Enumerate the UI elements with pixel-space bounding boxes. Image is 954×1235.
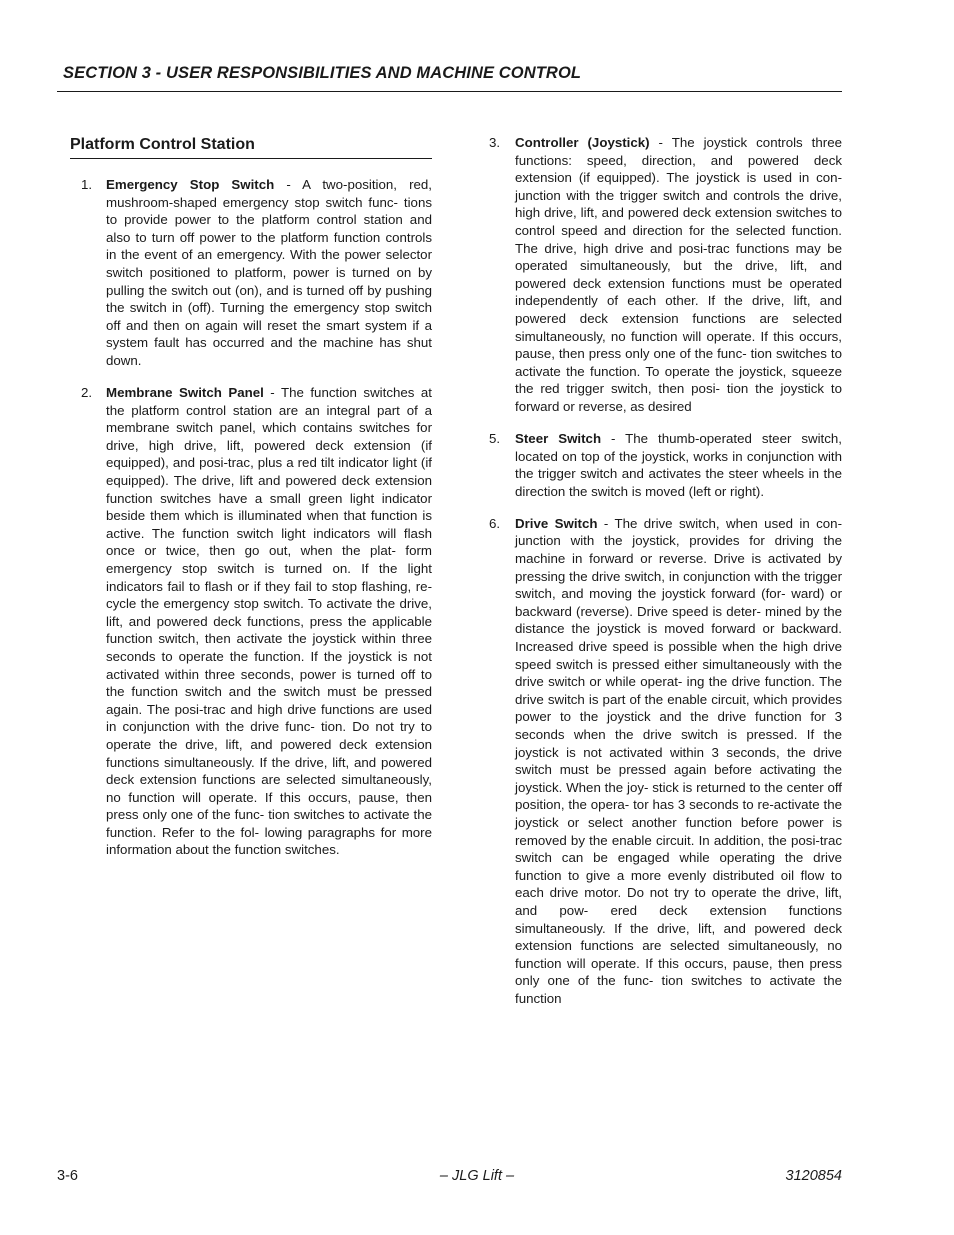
platform-control-station-heading: Platform Control Station [70,135,432,159]
item-text: - The thumb-operated steer switch, located on top of the joystick, works in conjunction with the trigger switch and activates the steer wheels in the direction the switch is moved (left or right). [515,431,842,499]
footer-page-number: 3-6 [57,1168,78,1184]
item-term: Membrane Switch Panel [106,385,264,401]
list-item-drive-switch [488,515,842,1008]
list-item-emergency-stop-switch [70,176,432,370]
item-body [106,176,432,370]
section-title: SECTION 3 - USER RESPONSIBILITIES AND MACHINE CONTROL [63,64,582,82]
item-body [515,515,842,1008]
item-body [106,384,432,859]
header-divider [57,91,842,92]
list-item-membrane-switch-panel [70,384,432,859]
footer-title: – JLG Lift – [439,1168,515,1184]
item-text: - The function switches at the platform control station are an integral part of a membrane switch panel, which contains switches for drive, high drive, lift, powered deck extension (if equipped), and posi-trac, plus a red tilt indicator light (if equipped). The drive, lift and powered deck extension function switches have a small green light indicator beside them which is illuminated when that function is active. The function switch light indicators will flash once or twice, then go out, when the plat- form emergency stop switch is turned on. If the light indicators fail to flash or if they fail to stop flashing, re-cycle the emergency stop switch. To activate the drive, lift, and powered deck functions, press the applicable function switch, then activate the joystick within three seconds to operate the function. If the joystick is not activated within three seconds, power is turned off to the function switch and the switch must be pressed again. The posi-trac and high drive functions are used in conjunction with the drive func- tion. Do not try to operate the drive, lift, and powered deck extension functions simultaneously. If the drive, lift, and powered deck extension functions are selected simultaneously, no function will operate. If this occurs, pause, then press only one of the func- tion switches to activate the function. Refer to the fol- lowing paragraphs for more information about the function switches. [106,385,432,858]
item-text: - The joystick controls three functions: speed, direction, and powered deck extension (if equipped). The joystick is used in con- junction with the trigger switch and controls the drive, high drive, lift, and powered deck extension switches to control speed and direction for the selected function. The drive, high drive and posi-trac functions may be operated simultaneously, but the drive, lift, and powered deck extension functions must be operated independently of each other. If the drive, lift, and powered deck extension functions are selected simultaneously, no function will operate. If this occurs, pause, then press only one of the func- tion switches to activate the function. To operate the joystick, squeeze the red trigger switch, then posi- tion the joystick to forward or reverse, as desired [515,135,842,414]
item-number: 1. [81,177,93,192]
item-number: 2. [81,385,93,401]
item-number: 3. [489,135,501,150]
list-item-controller-joystick [488,134,842,416]
item-term: Emergency Stop Switch [106,177,275,192]
item-text: - The drive switch, when used in con- junction with the joystick, provides for driving the machine in forward or reverse. Drive is activated by pressing the drive switch, in conjunction with the trigger switch, and moving the joystick forward (for- ward) or backward (reverse). Drive speed is deter- mined by the distance the joystick is moved forward or backward. Increased drive speed is possible when the high drive speed switch is pressed either simultaneously with the drive switch or while operat- ing the drive function. The drive switch is part of the enable circuit, which provides power to the joystick and the drive function for 3 seconds when the drive switch is pressed. If the joystick is not activated within 3 seconds, the drive switch must be pressed again before activating the joystick. When the joy- stick is returned to the center off position, the opera- tor has 3 seconds to re-activate the joystick or select another function before power is removed by the enable circuit. In addition, the posi-trac switch can be engaged while operating the drive function to give a more evenly distributed oil flow to each drive motor. Do not try to operate the drive, lift, and pow- ered deck extension functions simultaneously. If the drive, lift, and powered deck extension functions are selected simultaneously, no function will operate. If this occurs, pause, then press only one of the func- tion switches to activate the function [515,515,842,1006]
item-term: Controller (Joystick) [515,135,650,150]
item-number: 6. [489,515,501,531]
item-body [515,430,842,500]
left-column [70,135,432,874]
item-term: Drive Switch [515,515,598,531]
item-term: Steer Switch [515,431,602,446]
item-number: 5. [489,431,501,446]
right-column [488,135,842,1022]
footer-doc-number: 3120854 [785,1168,842,1184]
list-item-steer-switch [488,430,842,500]
item-text: - A two-position, red, mushroom-shaped emergency stop switch func- tions to provide power to the platform control station and also to turn off power to the platform function controls in the event of an emergency. With the power selector switch positioned to platform, power is turned on by pulling the switch out (on), and is turned off by pushing the switch in (off). Turning the emergency stop switch off and then on again will reset the smart system if a system fault has occurred and the machine has shut down. [106,177,432,368]
item-body [515,134,842,416]
